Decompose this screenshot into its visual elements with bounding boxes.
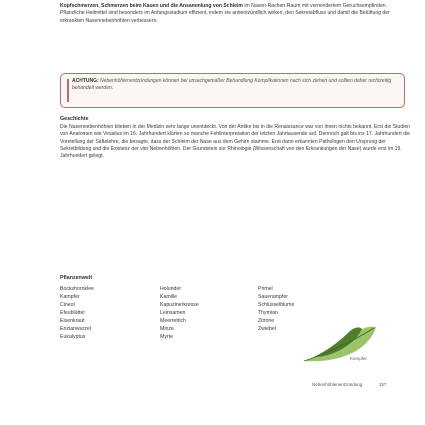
history-heading: Geschichte [60, 116, 89, 122]
plant-item: Primel [258, 286, 273, 292]
page-footer [312, 382, 386, 387]
plant-item: Kampfer [60, 294, 80, 300]
page-number: 157 [378, 382, 387, 387]
intro-lead: Kopfschmerzen, Schmerzen beim Kauen und die Ansammlung von Schleim [60, 3, 243, 9]
intro-text: im Nasen-Rachen-Raum mit vermindertem Geruchsempfinden. Pflanzliche Heilmittel sind besonders im Anfangsstadium effizient, indem sie antientzündlich wirken, den Sekretabfluss und damit die Belüftung der erkrankten Nasennebenhöhlen verbessern. [60, 3, 390, 24]
warning-stripe [67, 79, 69, 102]
plant-item: Bockshornklee [60, 286, 95, 292]
warning-text: Nebenhöhlenentzündungen können bei unsachgemäßer Behandlung Komplikationen nach sich ziehen und sollten daher rechtzeitig behandelt werden. [72, 78, 392, 92]
plant-item: Efeublätter [60, 310, 86, 316]
plant-item: Myrte [160, 334, 173, 340]
plant-item: Zwiebel [258, 326, 276, 332]
intro-paragraph [60, 3, 412, 25]
plant-item: Enzianwurzel [60, 326, 91, 332]
warning-box [60, 73, 405, 108]
plant-item: Leinsamen [160, 310, 186, 316]
plants-heading: Pflanzenwelt [60, 275, 93, 281]
plant-item: Cineol [60, 302, 75, 308]
plant-item: Eisenkraut [60, 318, 85, 324]
plant-item: Schlüsselblume [258, 302, 295, 308]
plant-item: Thymian [258, 310, 278, 316]
plant-column-2 [160, 285, 199, 341]
plant-item: Eukalyptus [60, 334, 86, 340]
plant-item: Sauerampfer [258, 294, 288, 300]
plant-item: Kamille [160, 294, 178, 300]
warning-text-block [72, 78, 396, 93]
camphor-leaf-illustration [300, 323, 380, 365]
image-caption: Kampfer [350, 356, 368, 361]
plant-item: Holunder [160, 286, 182, 292]
plant-item: Minze [160, 326, 174, 332]
plant-item: Zitrone [258, 318, 275, 324]
plant-column-1 [60, 285, 94, 341]
plant-item: Kapuzinerkresse [160, 302, 199, 308]
footer-chapter: Nebenhöhlenentzündung [312, 382, 363, 387]
history-paragraph: Die Nasennebenhöhlen blieben in der Medizin sehr lange unentdeckt. Von der Antike bis in die Renaissance war von ihnen nichts bekannt. Erst die Studien von Anatomen wie Vesalius im 16. Jahrhundert klärten so manche Fehlinterpretation der letzten Jahrtausende auf. Dennoch galt bis ins 17. Jahrhundert die Vorstellung der Säftelehre, die besagte, dass der Schleim der Nase aus dem Gehirn stamme. Erst dann erkannten Pathologen den Ursprung der Sekretbildung und die Existenz der vier Nebenhöhlen. Der Grundstein zur Rhinologie (Wissenschaft von den Erkrankungen der Nase) wurde erst im 19. Jahrhundert gelegt. [60, 124, 410, 160]
warning-label: ACHTUNG: [72, 78, 99, 84]
plant-column-3 [258, 285, 294, 333]
plant-item: Meerrettich [160, 318, 186, 324]
